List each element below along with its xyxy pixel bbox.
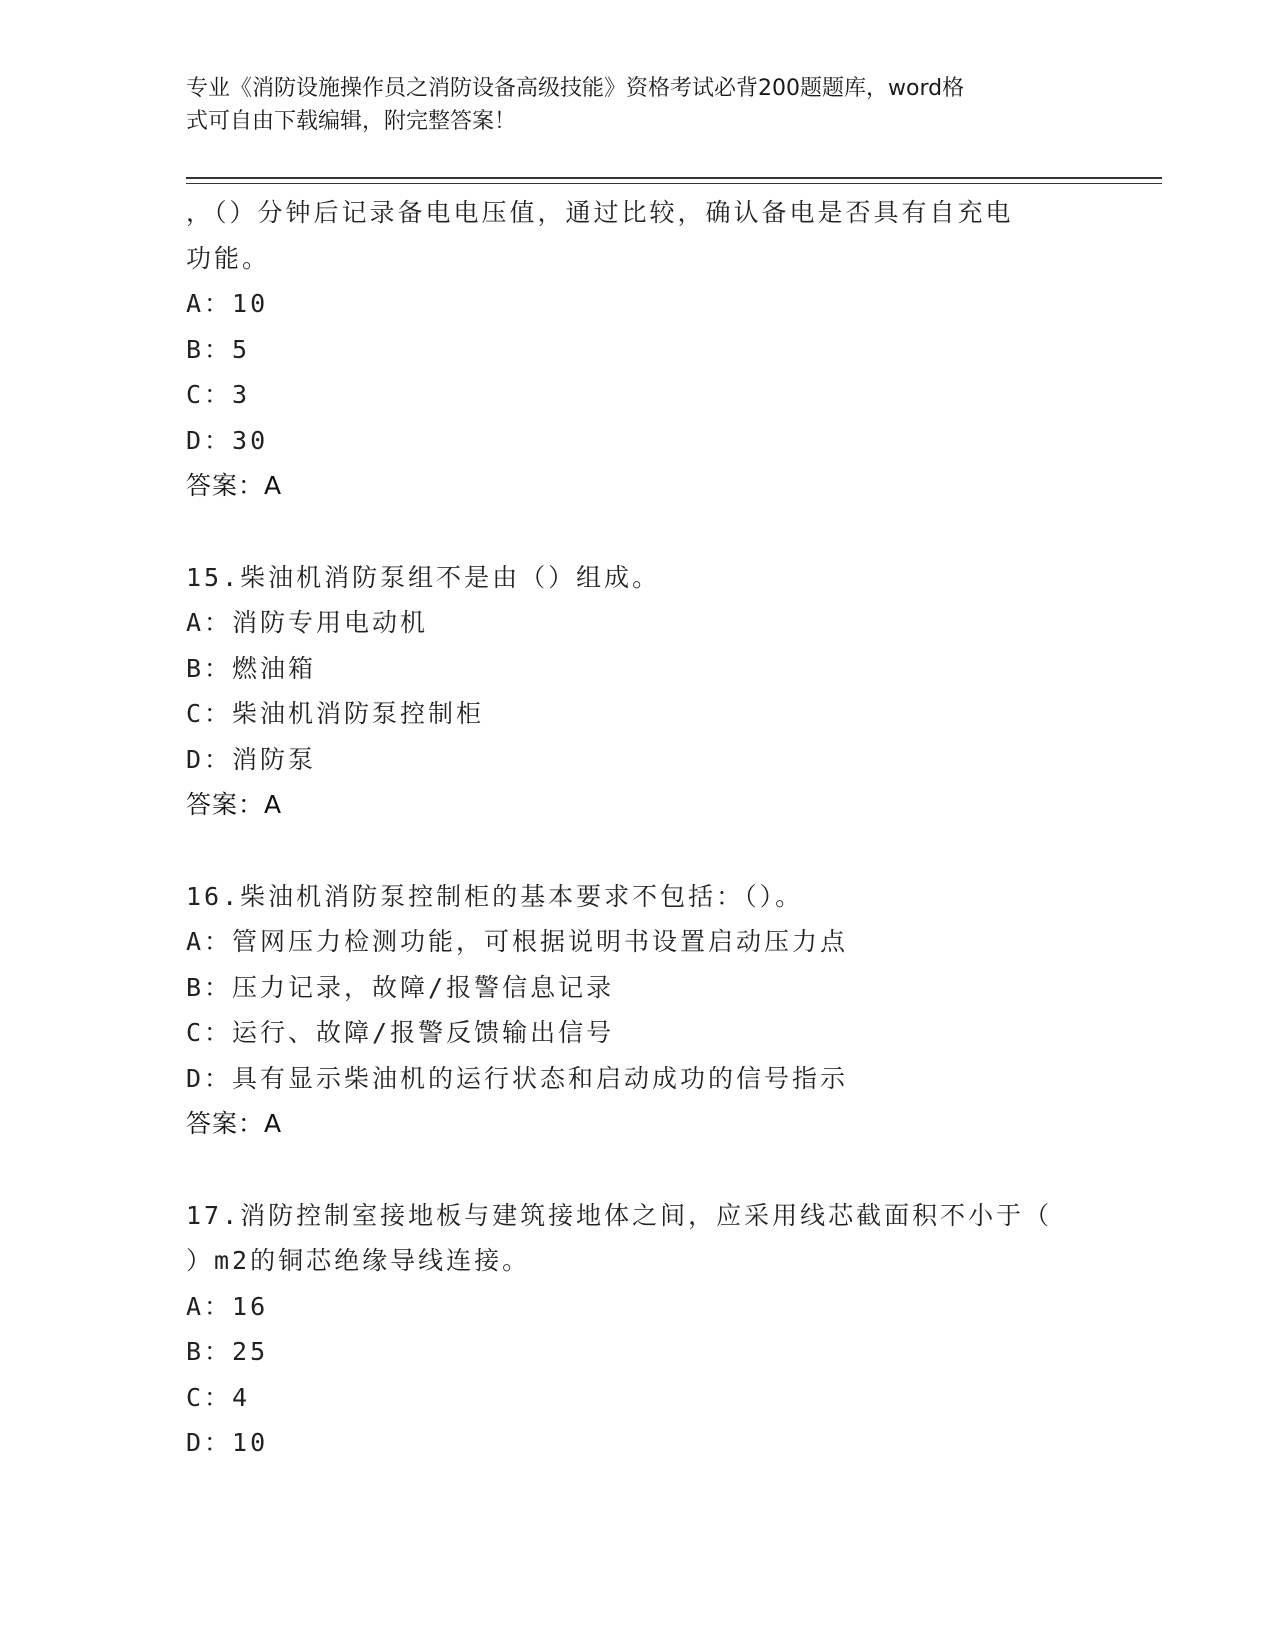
option-c: C：4 <box>186 1382 251 1412</box>
question-stem: 16.柴油机消防泵控制柜的基本要求不包括：（）。 <box>186 881 804 911</box>
question-14 <box>186 190 1086 509</box>
option-d: D：10 <box>186 1428 269 1457</box>
option-a: A：消防专用电动机 <box>186 608 429 637</box>
option-a: A：16 <box>186 1291 269 1321</box>
question-stem: 15.柴油机消防泵组不是由（）组成。 <box>186 562 661 592</box>
option-a: A：10 <box>186 289 269 318</box>
option-d: D：具有显示柴油机的运行状态和启动成功的信号指示 <box>186 1063 849 1093</box>
answer-line: 答案：A <box>186 1109 283 1138</box>
option-b: B：燃油箱 <box>186 653 317 683</box>
document-header <box>186 72 1066 138</box>
question-stem: 17.消防控制室接地板与建筑接地体之间，应采用线芯截面积不小于（ <box>186 1200 1053 1230</box>
header-divider-thin <box>186 183 1162 184</box>
spacer <box>186 1147 1086 1193</box>
header-title-line-2: 式可自由下载编辑，附完整答案！ <box>186 109 517 134</box>
option-d: D：消防泵 <box>186 744 317 774</box>
spacer <box>186 509 1086 555</box>
option-b: B：25 <box>186 1337 269 1366</box>
answer-line: 答案：A <box>186 790 283 819</box>
header-title-line-1: 专业《消防设施操作员之消防设备高级技能》资格考试必背200题题库，word格 <box>186 76 965 101</box>
option-d: D：30 <box>186 425 269 455</box>
option-c: C：3 <box>186 380 251 409</box>
question-16 <box>186 874 1086 1147</box>
question-15 <box>186 555 1086 828</box>
option-c: C：运行、故障/报警反馈输出信号 <box>186 1018 615 1047</box>
option-c: C：柴油机消防泵控制柜 <box>186 699 485 728</box>
header-divider-thick <box>186 177 1162 179</box>
question-stem-continued: ）m2的铜芯绝缘导线连接。 <box>186 1246 531 1275</box>
question-list <box>186 190 1086 1466</box>
option-a: A：管网压力检测功能，可根据说明书设置启动压力点 <box>186 927 849 956</box>
question-17 <box>186 1193 1086 1466</box>
question-stem-continued: ，（）分钟后记录备电电压值，通过比较，确认备电是否具有自充电 <box>186 198 1014 227</box>
question-stem-continued: 功能。 <box>186 243 271 273</box>
answer-line: 答案：A <box>186 471 283 500</box>
option-b: B：压力记录，故障/报警信息记录 <box>186 972 615 1002</box>
spacer <box>186 828 1086 874</box>
option-b: B：5 <box>186 334 251 364</box>
